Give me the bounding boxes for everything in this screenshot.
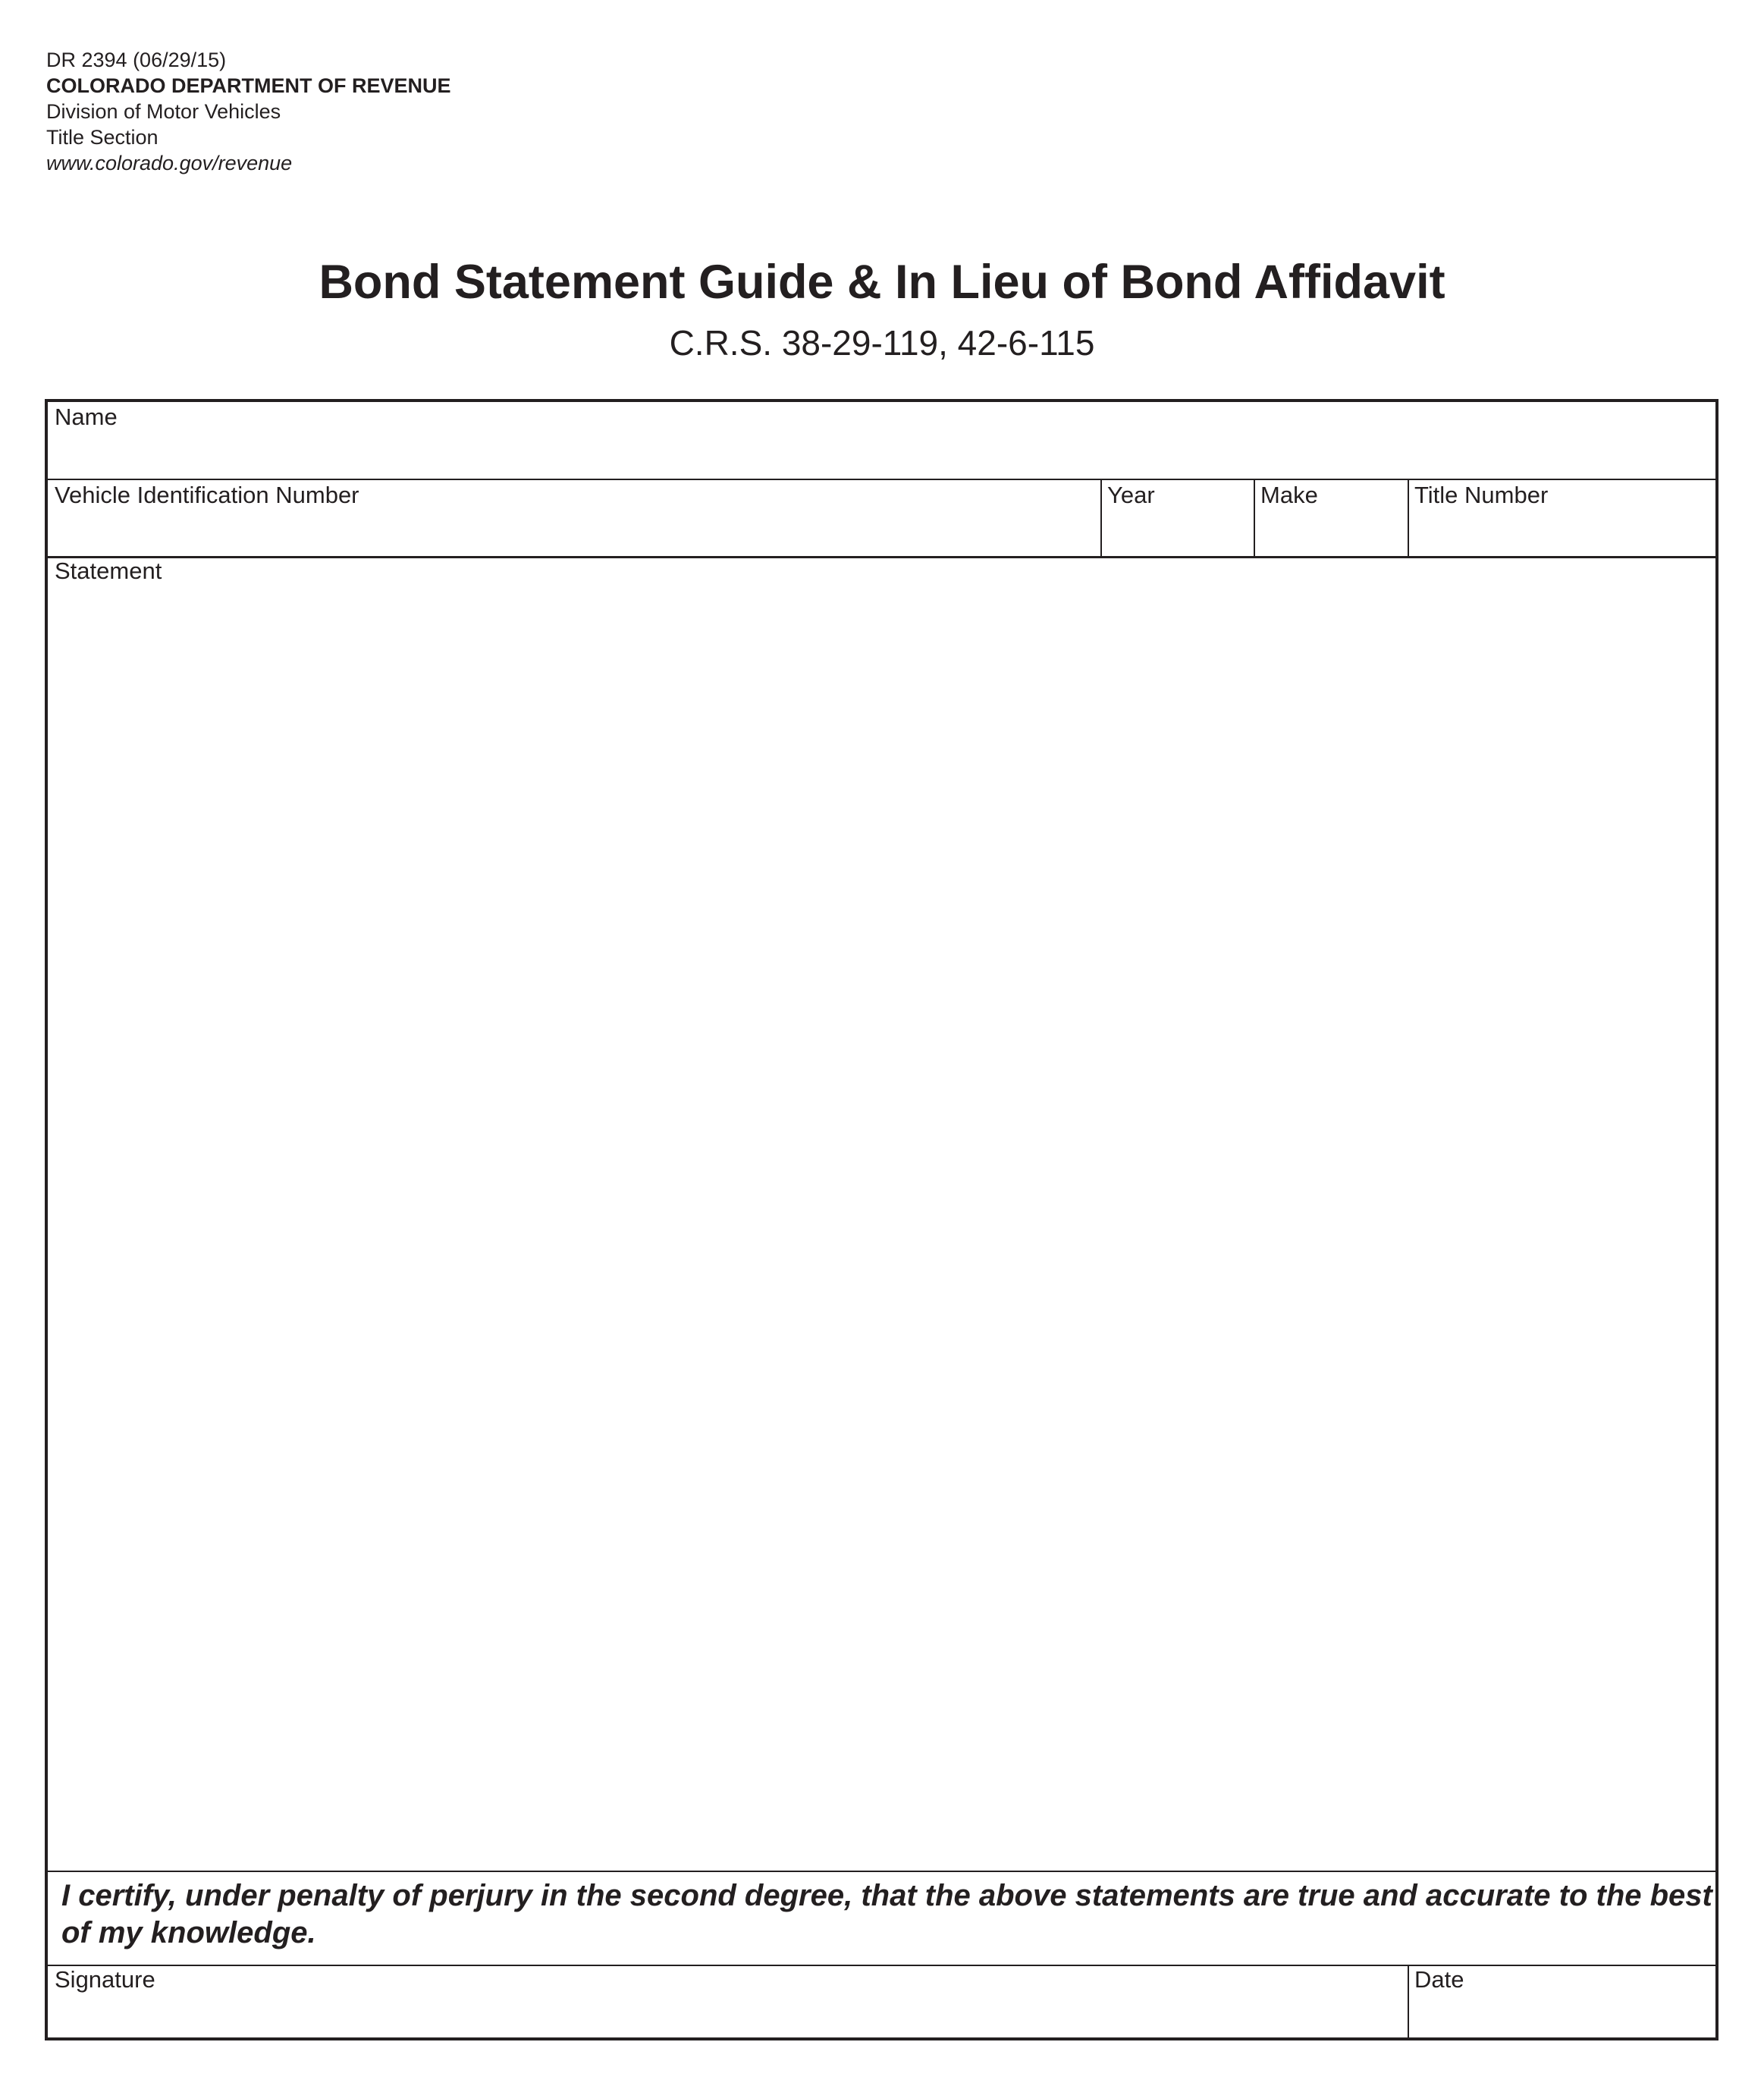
statement-label: Statement — [55, 558, 162, 584]
name-input[interactable] — [55, 434, 1709, 473]
name-label: Name — [55, 404, 118, 430]
divider-vin-year — [1100, 479, 1102, 556]
divider-make-title — [1408, 479, 1409, 556]
signature-label: Signature — [55, 1966, 155, 1993]
divider-signature-date — [1408, 1965, 1409, 2037]
row-divider-name — [48, 479, 1715, 480]
certification-text: I certify, under penalty of perjury in the second degree, that the above statements are true and accurate to the best of my knowledge. — [61, 1879, 1712, 1949]
department-name: COLORADO DEPARTMENT OF REVENUE — [46, 74, 451, 97]
year-input[interactable] — [1108, 512, 1252, 551]
page-subtitle: C.R.S. 38-29-119, 42-6-115 — [669, 323, 1095, 363]
row-divider-vehicle — [48, 556, 1715, 558]
website-url: www.colorado.gov/revenue — [46, 152, 293, 174]
divider-year-make — [1254, 479, 1255, 556]
signature-input[interactable] — [55, 1996, 1401, 2033]
form-number: DR 2394 (06/29/15) — [46, 49, 227, 71]
title-number-input[interactable] — [1415, 512, 1711, 551]
title-number-label: Title Number — [1414, 482, 1549, 508]
make-input[interactable] — [1261, 512, 1407, 551]
date-input[interactable] — [1415, 1996, 1711, 2033]
vin-input[interactable] — [55, 512, 1094, 551]
statement-textarea[interactable] — [55, 589, 1709, 1863]
page-title: Bond Statement Guide & In Lieu of Bond Affidavit — [319, 256, 1445, 309]
division-name: Division of Motor Vehicles — [46, 100, 281, 123]
row-divider-statement — [48, 1871, 1715, 1872]
date-label: Date — [1414, 1966, 1464, 1993]
year-label: Year — [1107, 482, 1155, 508]
make-label: Make — [1260, 482, 1318, 508]
section-name: Title Section — [46, 126, 159, 149]
affidavit-form — [45, 399, 1718, 2040]
row-divider-certification — [48, 1965, 1715, 1966]
vin-label: Vehicle Identification Number — [55, 482, 359, 508]
form-header — [46, 47, 451, 176]
